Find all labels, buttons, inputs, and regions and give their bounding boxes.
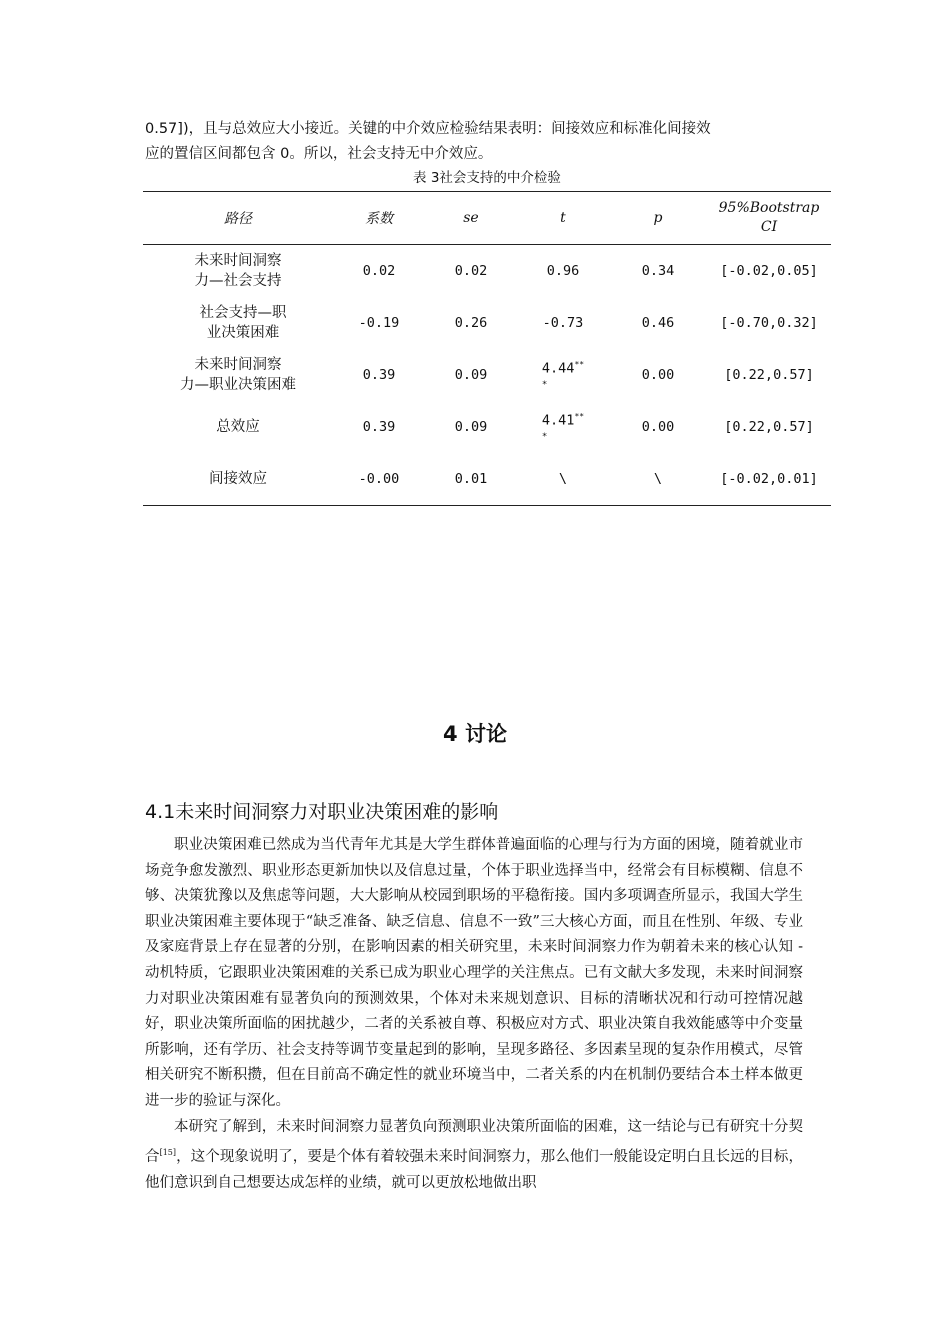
cell-coef: -0.19 — [358, 315, 400, 331]
intro-line-2: 应的置信区间都包含 0。所以，社会支持无中介效应。 — [145, 146, 493, 162]
path-line2: 业决策困难 — [206, 325, 280, 341]
intro-line-1: 0.57])，且与总效应大小接近。关键的中介效应检验结果表明：间接效应和标准化间接效 — [145, 121, 711, 137]
cell-ci: [0.22,0.57] — [724, 367, 814, 383]
sig-mark-2: * — [541, 431, 548, 442]
sig-mark-2: * — [541, 379, 548, 390]
header-ci-line2: CI — [760, 219, 778, 235]
path-line2: 力—社会支持 — [194, 273, 282, 289]
header-ci-line1: 95%Bootstrap — [718, 200, 820, 216]
cell-ci: [-0.02,0.05] — [720, 263, 818, 279]
citation: [15] — [159, 1148, 177, 1158]
cell-se: 0.02 — [454, 263, 488, 279]
cell-p: 0.00 — [641, 367, 675, 383]
path-line1: 总效应 — [216, 419, 260, 435]
cell-path — [143, 453, 333, 506]
para2-text-b: ，这个现象说明了，要是个体有着较强未来时间洞察力，那么他们一般能设定明白且长远的目标，他们意识到自己想要达成怎样的业绩，就可以更放松地做出职 — [145, 1148, 804, 1191]
sig-mark: ** — [574, 360, 585, 370]
cell-t: \ — [517, 453, 609, 506]
header-path: 路径 — [143, 192, 333, 245]
body-text — [145, 833, 803, 1196]
path-line1: 社会支持—职 — [199, 305, 287, 321]
table-row — [143, 453, 831, 506]
table-row — [143, 245, 831, 298]
path-line1: 未来时间洞察 — [194, 253, 282, 269]
t-value: 4.44 — [541, 360, 575, 377]
cell-se: 0.26 — [454, 315, 488, 331]
body-paragraph-2 — [145, 1115, 803, 1197]
cell-coef: 0.39 — [362, 419, 396, 435]
header-ci — [707, 192, 831, 245]
mediation-table — [143, 191, 831, 506]
cell-p: \ — [609, 453, 707, 506]
cell-se: 0.09 — [454, 419, 488, 435]
cell-se: 0.09 — [454, 367, 488, 383]
cell-ci: [0.22,0.57] — [724, 419, 814, 435]
table-header-row — [143, 192, 831, 245]
cell-ci: [-0.02,0.01] — [707, 453, 831, 506]
header-p: p — [609, 192, 707, 245]
cell-p: 0.34 — [641, 263, 675, 279]
table-row — [143, 349, 831, 401]
cell-ci: [-0.70,0.32] — [720, 315, 818, 331]
path-line1: 间接效应 — [209, 471, 267, 487]
intro-paragraph — [145, 117, 810, 167]
para2-text-a: 本研究了解到，未来时间洞察力显著负向预测职业决策所面临的困难，这一结论与已有研究十分契合 — [145, 1118, 803, 1165]
cell-coef: 0.39 — [362, 367, 396, 383]
t-value: 4.41 — [541, 412, 575, 429]
section-heading: 4 讨论 — [443, 722, 507, 746]
cell-t: 0.96 — [546, 263, 580, 279]
cell-path — [143, 401, 333, 453]
cell-path — [143, 297, 333, 349]
table-caption: 表 3社会支持的中介检验 — [413, 170, 561, 186]
cell-t — [517, 401, 609, 453]
cell-path — [143, 349, 333, 401]
subsection-heading: 4.1未来时间洞察力对职业决策困难的影响 — [145, 801, 499, 823]
body-paragraph-1: 职业决策困难已然成为当代青年尤其是大学生群体普遍面临的心理与行为方面的困境，随着就业市场竞争愈发激烈、职业形态更新加快以及信息过量，个体于职业选择当中，经常会有目标模糊、信息不够、决策犹豫以及焦虑等问题，大大影响从校园到职场的平稳衔接。国内多项调查所显示，我国大学生职业决策困难主要体现于“缺乏准备、缺乏信息、信息不一致”三大核心方面，而且在性别、年级、专业及家庭背景上存在显著的分别，在影响因素的相关研究里，未来时间洞察力作为朝着未来的核心认知 - 动机特质，它跟职业决策困难的关系已成为职业心理学的关注焦点。已有文献大多发现，未来时间洞察力对职业决策困难有显著负向的预测效果，个体对未来规划意识、目标的清晰状况和行动可控情况越好，职业决策所面临的困扰越少，二者的关系被自尊、积极应对方式、职业决策自我效能感等中介变量所影响，还有学历、社会支持等调节变量起到的影响，呈现多路径、多因素呈现的复杂作用模式，尽管相关研究不断积攒，但在目前高不确定性的就业环境当中，二者关系的内在机制仍要结合本土样本做更进一步的验证与深化。 — [145, 837, 803, 1109]
path-line2: 力—职业决策困难 — [180, 377, 296, 393]
cell-coef: -0.00 — [333, 453, 425, 506]
table-row — [143, 297, 831, 349]
cell-path — [143, 245, 333, 298]
cell-coef: 0.02 — [362, 263, 396, 279]
cell-p: 0.46 — [641, 315, 675, 331]
header-se: se — [425, 192, 517, 245]
sig-mark: ** — [574, 412, 585, 422]
cell-t: -0.73 — [542, 315, 584, 331]
header-coef: 系数 — [333, 192, 425, 245]
cell-p: 0.00 — [641, 419, 675, 435]
table-row — [143, 401, 831, 453]
cell-se: 0.01 — [425, 453, 517, 506]
header-t: t — [517, 192, 609, 245]
path-line1: 未来时间洞察 — [194, 357, 282, 373]
cell-t — [517, 349, 609, 401]
